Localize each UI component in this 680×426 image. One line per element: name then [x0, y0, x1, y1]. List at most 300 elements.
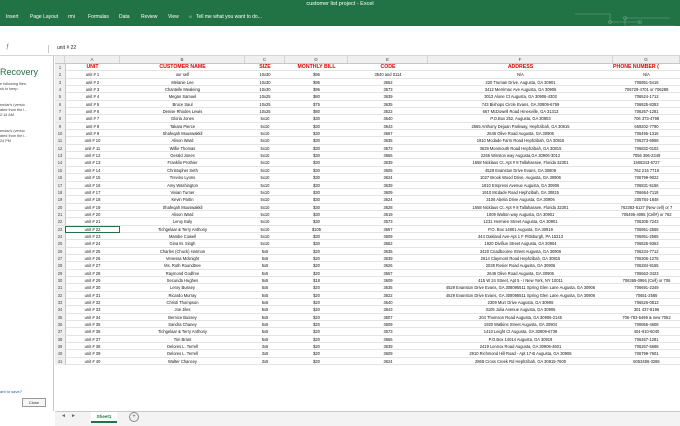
- cell-phone[interactable]: 706729-4701 or 706288: [624, 87, 669, 93]
- cell-size[interactable]: 5x10: [260, 175, 270, 181]
- column-header[interactable]: C: [245, 56, 285, 63]
- cell-address[interactable]: 4529 Evanston Drive Evans, GA 30809: [484, 167, 556, 173]
- cell-code[interactable]: 3667: [383, 131, 393, 137]
- cell-unit[interactable]: unit # 40: [84, 358, 101, 364]
- row-number[interactable]: 24: [55, 233, 66, 240]
- column-header[interactable]: F: [428, 56, 613, 63]
- cell-name[interactable]: Raymond Godfree: [165, 270, 200, 276]
- sheet-tab-sheet1[interactable]: Sheet1: [91, 412, 117, 423]
- cell-address[interactable]: 2309 Murr Drive Augusta, GA 30906: [487, 300, 554, 305]
- cell-code[interactable]: 3635: [383, 101, 393, 107]
- cell-bill[interactable]: $30: [313, 145, 320, 151]
- cell-code[interactable]: 3624: [383, 197, 393, 203]
- cell-address[interactable]: 4529 Evanston Drive Evans, GA 308095511 Spring Glen Lane Augusta, GA 30906: [445, 285, 596, 291]
- cell-code[interactable]: 3656: [383, 153, 393, 159]
- cell-bill[interactable]: $20: [313, 263, 320, 269]
- cell-size[interactable]: 5x5: [261, 300, 269, 305]
- cell-name[interactable]: Delores L. Terrell: [167, 351, 198, 357]
- cell-bill[interactable]: $95: [313, 79, 320, 85]
- cell-name[interactable]: Takara Pierce: [169, 123, 196, 129]
- cell-name[interactable]: Tim Brant: [173, 336, 192, 342]
- cell-name[interactable]: Bernice Bussey: [168, 314, 197, 320]
- cell-phone[interactable]: 706306-1275: [634, 255, 659, 261]
- cell-size[interactable]: 5x5: [261, 285, 269, 291]
- cell-name[interactable]: Vivian Turner: [170, 189, 195, 195]
- cell-phone[interactable]: 1508343-6727: [633, 160, 660, 166]
- cell-address[interactable]: 1027 Brook Wood Drive, Augusta, GA 30906: [480, 175, 561, 181]
- cell-name[interactable]: Denise Rhodes Lewis: [162, 109, 203, 115]
- cell-code[interactable]: 3624: [383, 358, 393, 364]
- row-number[interactable]: 36: [55, 321, 66, 328]
- tab-data[interactable]: Data: [119, 14, 130, 20]
- cell-name[interactable]: Leroy Ealy: [172, 219, 193, 225]
- cell-address[interactable]: 1658 Nicklaus Ct. Apt # 8 Tallahassee, Florida 32301: [472, 160, 569, 166]
- cell-code[interactable]: 3635: [383, 138, 393, 144]
- cell-address[interactable]: 667 McDowell Road Hinesville, GA 31313: [482, 109, 559, 115]
- cell-phone[interactable]: 706799-9022: [634, 175, 659, 181]
- cell-unit[interactable]: unit # 2: [85, 79, 100, 85]
- cell-bill[interactable]: $30: [313, 167, 320, 173]
- cell-size[interactable]: 10x30: [259, 79, 271, 85]
- column-header[interactable]: A: [65, 56, 120, 63]
- cell-code[interactable]: 3643: [383, 307, 393, 313]
- cell-address[interactable]: 2419 Lennox Road Augusta, GA 30906-4601: [479, 344, 562, 350]
- cell-unit[interactable]: unit # 33: [84, 307, 101, 313]
- cell-phone[interactable]: 706267-1281: [634, 109, 659, 115]
- cell-address[interactable]: 204 Thomson Road Augusta, GA 30906-2145: [479, 314, 562, 320]
- cell-unit[interactable]: unit # 29: [84, 277, 101, 283]
- cell-code[interactable]: 3573: [383, 329, 393, 335]
- cell-unit[interactable]: unit # 7: [85, 116, 100, 122]
- cell-address[interactable]: 2645 Olive Road Augusta, GA 30906: [487, 270, 554, 276]
- cell-phone[interactable]: 706267-1281: [634, 336, 659, 342]
- header-unit[interactable]: UNIT: [86, 64, 99, 70]
- want-to-save-link[interactable]: ant to save?: [0, 389, 22, 394]
- cell-code[interactable]: 3639: [383, 255, 393, 261]
- cell-unit[interactable]: unit # 17: [84, 189, 101, 195]
- cell-phone[interactable]: 762383-5127 (New cell) or 7: [620, 204, 673, 210]
- cell-bill[interactable]: $80: [313, 109, 320, 115]
- cell-phone[interactable]: 706495-1316: [634, 131, 659, 137]
- row-number[interactable]: 37: [55, 328, 66, 335]
- cell-address[interactable]: 1231 Hermien Street Augusta, GA 30901: [483, 219, 558, 225]
- cell-bill[interactable]: $20: [313, 285, 320, 291]
- cell-name[interactable]: Delores L. Terrell: [167, 344, 198, 350]
- tab-page-layout[interactable]: Page Layout: [30, 14, 59, 20]
- row-number[interactable]: 38: [55, 336, 66, 343]
- cell-phone[interactable]: 659202-7790: [634, 123, 659, 129]
- cell-unit[interactable]: unit # 1: [85, 72, 100, 78]
- cell-size[interactable]: 5x10: [260, 197, 270, 203]
- cell-address[interactable]: 743 Bishops Circle Evans, GA 30809-6759: [481, 101, 560, 107]
- cell-name[interactable]: Ms. Ruth Roundtree: [164, 263, 201, 269]
- row-number[interactable]: 12: [55, 145, 66, 152]
- cell-bill[interactable]: $20: [313, 322, 320, 328]
- row-number[interactable]: 13: [55, 152, 66, 159]
- cell-name[interactable]: Mambe Cowell: [168, 233, 197, 239]
- row-number[interactable]: 6: [55, 101, 66, 108]
- cell-code[interactable]: 3540 and 0114: [374, 72, 402, 78]
- cell-code[interactable]: 3573: [383, 87, 393, 93]
- recovery-file-name[interactable]: endar's (versio: [0, 103, 25, 107]
- cell-size[interactable]: 5x5: [261, 292, 269, 298]
- row-number[interactable]: 23: [55, 226, 66, 233]
- cell-name[interactable]: Alison Ward: [171, 138, 194, 144]
- cell-address[interactable]: 1410 Leight Ct Augusta, GA 30909-6738: [483, 329, 558, 335]
- cell-phone[interactable]: 205784-1848: [634, 197, 659, 203]
- cell-name[interactable]: Charles (Chuck) Harmon: [159, 248, 206, 254]
- row-number[interactable]: 31: [55, 284, 66, 291]
- cell-name[interactable]: our self: [175, 72, 190, 78]
- row-number[interactable]: 28: [55, 262, 66, 269]
- cell-bill[interactable]: $30: [313, 123, 320, 129]
- cell-bill[interactable]: $30: [313, 175, 320, 181]
- row-number[interactable]: 29: [55, 270, 66, 277]
- cell-name[interactable]: Gloria Jones: [171, 116, 194, 122]
- cell-size[interactable]: 10x25: [259, 109, 271, 115]
- row-number[interactable]: 8: [55, 115, 66, 122]
- cell-address[interactable]: 1910 Mcdade Road Hephzibah, GA 30815: [482, 189, 559, 195]
- cell-phone[interactable]: 706691-2349: [634, 285, 659, 291]
- cell-bill[interactable]: $30: [313, 219, 320, 225]
- cell-code[interactable]: 3652: [383, 241, 393, 247]
- cell-bill[interactable]: $20: [313, 255, 320, 261]
- add-sheet-button[interactable]: +: [129, 412, 139, 422]
- row-number[interactable]: 3: [55, 79, 66, 86]
- row-number[interactable]: 17: [55, 182, 66, 189]
- cell-name[interactable]: Secunda Hughes: [166, 277, 199, 283]
- cell-name[interactable]: Willie Thomas: [169, 145, 196, 151]
- cell-unit[interactable]: unit # 32: [84, 300, 101, 305]
- row-number[interactable]: 41: [55, 358, 66, 365]
- cell-bill[interactable]: $20: [313, 307, 320, 313]
- cell-code[interactable]: 3609: [383, 351, 393, 357]
- cell-code[interactable]: 3609: [383, 277, 393, 283]
- row-number[interactable]: 33: [55, 299, 66, 306]
- cell-bill[interactable]: $20: [313, 292, 320, 298]
- spreadsheet-grid[interactable]: [55, 56, 680, 411]
- cell-bill[interactable]: $30: [313, 211, 320, 217]
- cell-name[interactable]: Gina M. Singh: [169, 241, 196, 247]
- close-button[interactable]: Close: [22, 398, 46, 407]
- cell-phone[interactable]: 70651-2585: [635, 292, 658, 298]
- cell-code[interactable]: 3605: [383, 167, 393, 173]
- row-number[interactable]: 32: [55, 292, 66, 299]
- cell-name[interactable]: Christopher Seth: [167, 167, 198, 173]
- cell-size[interactable]: 5x5: [261, 322, 269, 328]
- row-number[interactable]: 7: [55, 108, 66, 115]
- cell-address[interactable]: 1009 Walton way Augusta, GA 30901: [486, 211, 555, 217]
- cell-size[interactable]: 5x10: [260, 160, 270, 166]
- cell-unit[interactable]: unit # 20: [84, 211, 101, 217]
- row-number[interactable]: 22: [55, 218, 66, 225]
- cell-name[interactable]: Shafeqah Muuswakkil: [162, 204, 203, 210]
- cell-unit[interactable]: unit # 39: [84, 351, 101, 357]
- row-number[interactable]: 16: [55, 174, 66, 181]
- cell-address[interactable]: 2910 Richmond Hill Road - Apt 17-B Augusta, GA 30906: [469, 351, 572, 357]
- cell-bill[interactable]: $95: [313, 72, 320, 78]
- row-number[interactable]: 30: [55, 277, 66, 284]
- cell-address[interactable]: 1920 Divifiun Street Augusta, GA 30904: [484, 241, 557, 247]
- row-number[interactable]: 25: [55, 240, 66, 247]
- cell-code[interactable]: 3619: [383, 211, 393, 217]
- cell-address[interactable]: 2614 Claymont Road Hephzibah, GA 30815: [480, 255, 561, 261]
- cell-bill[interactable]: $30: [313, 160, 320, 166]
- cell-phone[interactable]: 706 373-4798: [633, 116, 660, 122]
- cell-phone[interactable]: 706524-1712: [634, 94, 659, 100]
- cell-code[interactable]: 3652: [383, 79, 393, 85]
- cell-code[interactable]: 3640: [383, 300, 393, 305]
- cell-address[interactable]: 220 Truman Drive, Augusta, GA 30901: [485, 79, 556, 85]
- row-number[interactable]: 35: [55, 314, 66, 321]
- cell-unit[interactable]: unit # 27: [84, 263, 101, 269]
- row-number[interactable]: 1: [55, 64, 66, 71]
- cell-bill[interactable]: $20: [313, 358, 320, 364]
- cell-size[interactable]: 10x25: [259, 94, 271, 100]
- cell-address[interactable]: 2868 Cross Creek Rd Hephzibah, GA 30815-7600: [474, 358, 567, 364]
- cell-name[interactable]: Leroy Bussey: [170, 285, 195, 291]
- cell-name[interactable]: Venessa Mcknight: [165, 255, 200, 261]
- cell-bill[interactable]: $20: [313, 336, 320, 342]
- row-number[interactable]: 9: [55, 123, 66, 130]
- cell-size[interactable]: 5x5: [261, 307, 269, 313]
- tab-review[interactable]: Review: [141, 14, 158, 20]
- row-number[interactable]: 20: [55, 204, 66, 211]
- header-customer-name[interactable]: CUSTOMER NAME: [159, 64, 206, 70]
- cell-phone[interactable]: 706663-3423: [634, 270, 659, 276]
- cell-bill[interactable]: $30: [313, 204, 320, 210]
- cell-size[interactable]: 5x5: [261, 248, 269, 254]
- cell-phone[interactable]: 706365-0966 (Cell) or 706: [622, 277, 671, 283]
- cell-unit[interactable]: unit # 36: [84, 329, 101, 335]
- cell-size[interactable]: 5x5: [261, 255, 269, 261]
- cell-phone[interactable]: 706373-6958: [634, 138, 659, 144]
- cell-address[interactable]: 2266 Winston way Augusta,GA 30906-3012: [480, 153, 561, 159]
- cell-unit[interactable]: unit # 12: [84, 153, 101, 159]
- cell-bill[interactable]: $20: [313, 344, 320, 350]
- cell-bill[interactable]: $30: [313, 131, 320, 137]
- cell-phone[interactable]: 706825-8353: [634, 101, 659, 107]
- cell-size[interactable]: 5x10: [260, 131, 270, 137]
- cell-size[interactable]: 5x10: [260, 167, 270, 173]
- cell-unit[interactable]: unit # 35: [84, 322, 101, 328]
- cell-size[interactable]: 5x5: [261, 270, 269, 276]
- cell-unit[interactable]: unit # 25: [84, 248, 101, 254]
- cell-code[interactable]: 3639: [383, 182, 393, 188]
- row-number[interactable]: 2: [55, 71, 66, 78]
- cell-address[interactable]: 1810 Empress Avenue Augusta, GA 30906: [481, 182, 560, 188]
- cell-size[interactable]: 5x10: [260, 219, 270, 225]
- cell-code[interactable]: 3622: [383, 292, 393, 298]
- cell-name[interactable]: Amy Washington: [167, 182, 198, 188]
- tab-view[interactable]: View: [168, 14, 179, 20]
- cell-unit[interactable]: unit # 4: [85, 94, 100, 100]
- cell-unit[interactable]: unit # 31: [84, 292, 101, 298]
- cell-code[interactable]: 3639: [383, 344, 393, 350]
- cell-address[interactable]: 344 Oakland Ave-Apt 1 F Pittsburgh, PA 15213: [478, 233, 563, 239]
- cell-unit[interactable]: unit # 9: [85, 131, 100, 137]
- cell-bill[interactable]: $20: [313, 351, 320, 357]
- cell-phone[interactable]: 706526-0813: [634, 300, 659, 305]
- cell-unit[interactable]: unit # 16: [84, 182, 101, 188]
- cell-address[interactable]: 1658 Nicklaus Ct. Apt # 8 Tallahassee, Florida 32301: [472, 204, 569, 210]
- cell-size[interactable]: 10x30: [259, 87, 271, 93]
- cell-size[interactable]: 5x5: [261, 277, 269, 283]
- cell-phone[interactable]: 706955-4608: [634, 322, 659, 328]
- cell-name[interactable]: Alison Ward: [171, 211, 194, 217]
- cell-size[interactable]: 5x5: [261, 314, 269, 320]
- cell-phone[interactable]: 706799-7601: [634, 351, 659, 357]
- cell-address[interactable]: 2028 Rosier Road Augusta, GA 30906: [485, 263, 556, 269]
- cell-phone[interactable]: N/A: [643, 72, 650, 78]
- row-number[interactable]: 40: [55, 350, 66, 357]
- cell-phone[interactable]: 5053486-3286: [633, 358, 660, 364]
- cell-address[interactable]: 3013 Alone Ct Augusta, GA 30906-4303: [484, 94, 557, 100]
- cell-bill[interactable]: $20: [313, 270, 320, 276]
- select-all-corner[interactable]: [55, 56, 65, 63]
- cell-phone[interactable]: 706831-5156: [634, 182, 659, 188]
- recovery-file-name[interactable]: endar's (versio: [0, 129, 25, 133]
- cell-address[interactable]: 3412 Merrimac Ave Augusta, GA 30906: [484, 87, 557, 93]
- row-number[interactable]: 21: [55, 211, 66, 218]
- cell-size[interactable]: 5x10: [260, 138, 270, 144]
- cell-size[interactable]: 5x5: [261, 329, 269, 335]
- cell-size[interactable]: 5x10: [260, 189, 270, 195]
- cell-name[interactable]: Ricardo Murray: [168, 292, 197, 298]
- cell-size[interactable]: 10x30: [259, 72, 271, 78]
- cell-code[interactable]: 3622: [383, 109, 393, 115]
- header-size[interactable]: SIZE: [259, 64, 271, 70]
- cell-size[interactable]: 3x5: [261, 358, 269, 364]
- row-number[interactable]: 5: [55, 93, 66, 100]
- cell-bill[interactable]: $18: [313, 277, 320, 283]
- cell-phone[interactable]: 706832-0102: [634, 145, 659, 151]
- cell-phone[interactable]: 706825-9363: [634, 241, 659, 247]
- cell-phone[interactable]: 706234-7712: [634, 248, 659, 254]
- cell-address[interactable]: 4529 Evanston Drive Evans, GA 308095511 Spring Glen Lane Augusta, GA 30906: [445, 292, 596, 298]
- tab-rmi[interactable]: rmi: [68, 14, 75, 20]
- cell-name[interactable]: Trevino Lyons: [169, 175, 196, 181]
- next-sheet-icon[interactable]: ►: [71, 413, 76, 419]
- cell-size[interactable]: 5x10: [260, 145, 270, 151]
- cell-unit[interactable]: unit # 19: [84, 204, 101, 210]
- cell-address[interactable]: 1920 Watkins Street Augusta, GA 30904: [483, 322, 558, 328]
- cell-name[interactable]: Chantelle Mealeing: [164, 87, 201, 93]
- cell-name[interactable]: Gerald Jones: [170, 153, 195, 159]
- header-code[interactable]: CODE: [380, 64, 396, 70]
- cell-name[interactable]: Franklin Prothier: [167, 160, 198, 166]
- prev-sheet-icon[interactable]: ◄: [61, 413, 66, 419]
- cell-address[interactable]: 3105 Julia Avenue Augusta, GA 30906: [485, 307, 556, 313]
- cell-address[interactable]: 3629 Monmouth Road Hephzibah, GA 30815: [479, 145, 562, 151]
- cell-size[interactable]: 5x10: [260, 226, 270, 232]
- cell-code[interactable]: 3609: [383, 322, 393, 328]
- cell-phone[interactable]: 404-910-6040: [633, 329, 660, 335]
- cell-code[interactable]: 3607: [383, 314, 393, 320]
- cell-unit[interactable]: unit # 6: [85, 109, 100, 115]
- cell-unit[interactable]: unit # 30: [84, 285, 101, 291]
- cell-code[interactable]: 3609: [383, 233, 393, 239]
- cell-phone[interactable]: 301 437-8196: [633, 307, 660, 313]
- cell-address[interactable]: 2645 Olive Road Augusta, GA 30906: [487, 131, 554, 137]
- cell-address[interactable]: 1910 Mcdade Farm Road Hephzibah, GA 30815: [476, 138, 565, 144]
- cell-name[interactable]: Tichgelaar & Terry Anthony: [158, 226, 207, 232]
- row-number[interactable]: 26: [55, 248, 66, 255]
- cell-unit[interactable]: unit # 8: [85, 123, 100, 129]
- tell-me-box[interactable]: Tell me what you want to do...: [196, 14, 262, 20]
- cell-unit[interactable]: unit # 26: [84, 255, 101, 261]
- cell-code[interactable]: 3643: [383, 123, 393, 129]
- cell-size[interactable]: 3x5: [261, 344, 269, 350]
- cell-address[interactable]: P.O.Box 14014 Augusta, GA 30919: [488, 336, 553, 342]
- cell-code[interactable]: 3628: [383, 204, 393, 210]
- cell-unit[interactable]: unit # 14: [84, 167, 101, 173]
- cell-bill[interactable]: $105: [311, 226, 322, 232]
- cell-size[interactable]: 5x10: [260, 211, 270, 217]
- cell-address[interactable]: 2565 Anthony Dejuan Parkway, Hephzibah, GA 30815: [471, 123, 570, 129]
- cell-size[interactable]: 5x10: [260, 116, 270, 122]
- cell-size[interactable]: 5x10: [260, 182, 270, 188]
- cell-bill[interactable]: $30: [313, 138, 320, 144]
- cell-phone[interactable]: 706284-9155: [634, 263, 659, 269]
- cell-unit[interactable]: unit # 28: [84, 270, 101, 276]
- cell-name[interactable]: Kevin Partin: [171, 197, 194, 203]
- cell-name[interactable]: Melanie Lee: [171, 79, 194, 85]
- cell-address[interactable]: 415 W 24 Street, Apt 5 - I New York, NY 10011: [478, 277, 563, 283]
- cell-phone[interactable]: 706664-7119: [634, 189, 659, 195]
- row-number[interactable]: 14: [55, 159, 66, 166]
- cell-code[interactable]: 3640: [383, 116, 393, 122]
- cell-bill[interactable]: $20: [313, 329, 320, 335]
- column-header[interactable]: B: [120, 56, 245, 63]
- row-number[interactable]: 27: [55, 255, 66, 262]
- cell-unit[interactable]: unit # 24: [84, 241, 101, 247]
- cell-phone[interactable]: 706305-7243: [634, 219, 659, 225]
- cell-phone[interactable]: 706951-2565: [634, 233, 659, 239]
- row-number[interactable]: 34: [55, 306, 66, 313]
- cell-code[interactable]: 3609: [383, 189, 393, 195]
- cell-bill[interactable]: $30: [313, 153, 320, 159]
- cell-code[interactable]: 3657: [383, 270, 393, 276]
- cell-code[interactable]: 3657: [383, 226, 393, 232]
- cell-bill[interactable]: $80: [313, 94, 320, 100]
- cell-bill[interactable]: $30: [313, 197, 320, 203]
- cell-code[interactable]: 3635: [383, 248, 393, 254]
- cell-size[interactable]: 5x10: [260, 204, 270, 210]
- column-header[interactable]: G: [613, 56, 680, 63]
- cell-name[interactable]: Bruce Saul: [172, 101, 193, 107]
- cell-code[interactable]: 3639: [383, 94, 393, 100]
- cell-name[interactable]: Megan Samuel: [168, 94, 197, 100]
- column-header[interactable]: D: [285, 56, 348, 63]
- cell-unit[interactable]: unit # 34: [84, 314, 101, 320]
- cell-size[interactable]: 5x10: [260, 153, 270, 159]
- header-monthly-bill[interactable]: MONTHLY BILL: [297, 64, 336, 70]
- cell-name[interactable]: Tichgelaar & Terry Anthony: [158, 329, 207, 335]
- cell-name[interactable]: Walter Chancey: [168, 358, 197, 364]
- cell-code[interactable]: 3635: [383, 285, 393, 291]
- cell-unit[interactable]: unit # 18: [84, 197, 101, 203]
- cell-size[interactable]: 5x5: [261, 263, 269, 269]
- cell-name[interactable]: Joe Jiles: [174, 307, 191, 313]
- cell-unit[interactable]: unit # 22: [65, 226, 120, 233]
- cell-code[interactable]: 3639: [383, 160, 393, 166]
- cell-unit[interactable]: unit # 11: [84, 145, 101, 151]
- cell-unit[interactable]: unit # 10: [84, 138, 101, 144]
- cell-unit[interactable]: unit # 15: [84, 175, 101, 181]
- cell-phone[interactable]: 706495-4085 (Cell#) or 762: [621, 211, 672, 217]
- cell-address[interactable]: P.O. Box 14801 Augusta, GA 30919: [488, 226, 553, 232]
